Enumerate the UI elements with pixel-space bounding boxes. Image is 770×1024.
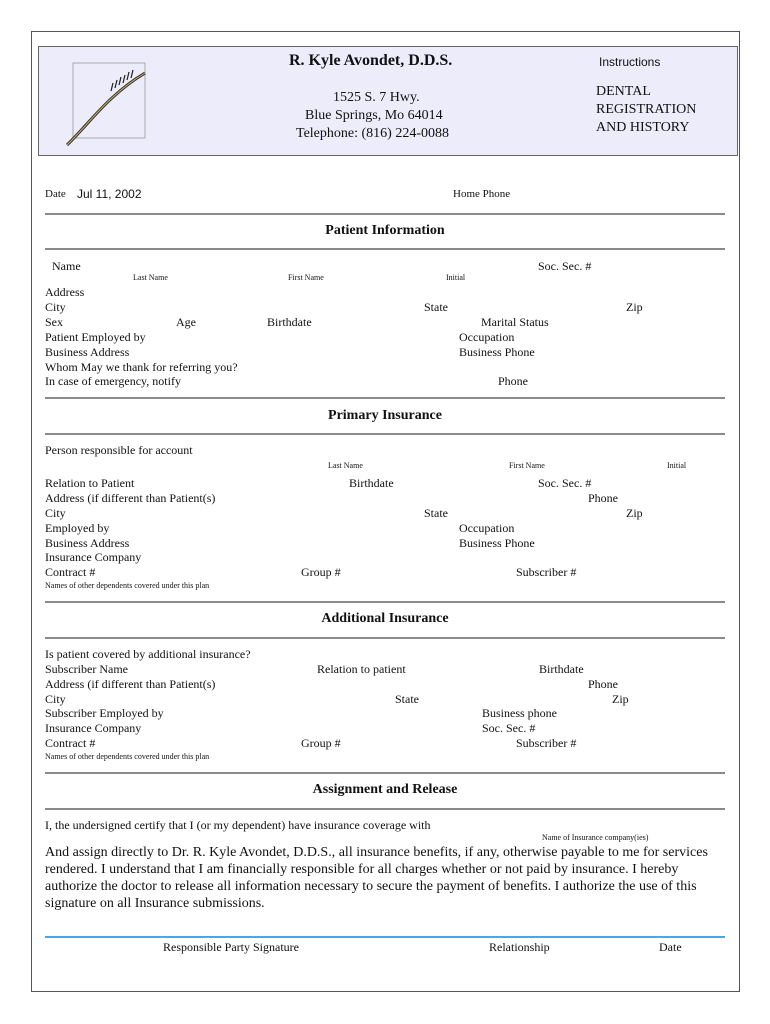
contract-label: Contract #	[45, 565, 96, 579]
referral-label: Whom May we thank for referring you?	[45, 360, 238, 374]
birthdate-label: Birthdate	[539, 662, 584, 676]
relation-label: Relation to Patient	[45, 476, 135, 490]
name-label: Name	[52, 259, 81, 273]
subscriber-label: Subscriber #	[516, 736, 577, 750]
zip-label: Zip	[626, 506, 643, 520]
dependents-label: Names of other dependents covered under this plan	[45, 752, 210, 761]
first-name-caption: First Name	[288, 273, 324, 282]
state-label: State	[395, 692, 419, 706]
certify-statement: I, the undersigned certify that I (or my dependent) have insurance coverage with	[45, 818, 431, 832]
group-label: Group #	[301, 565, 341, 579]
soc-sec-label: Soc. Sec. #	[538, 476, 592, 490]
form-title-line3: AND HISTORY	[596, 120, 690, 135]
initial-caption: Initial	[446, 273, 466, 282]
zip-label: Zip	[612, 692, 629, 706]
date-label: Date	[659, 940, 682, 954]
zip-label: Zip	[626, 300, 643, 314]
insurance-company-label: Insurance Company	[45, 550, 142, 564]
address-label: Address	[45, 285, 85, 299]
birthdate-label: Birthdate	[349, 476, 394, 490]
section-title-release: Assignment and Release	[312, 782, 458, 797]
first-name-caption: First Name	[509, 461, 545, 470]
divider	[45, 601, 725, 603]
emergency-contact-label: In case of emergency, notify	[45, 374, 181, 388]
form-title-line2: REGISTRATION	[596, 102, 697, 117]
occupation-label: Occupation	[459, 521, 515, 535]
clinic-telephone: Telephone: (816) 224-0088	[296, 126, 449, 141]
divider	[45, 772, 725, 774]
section-title-primary: Primary Insurance	[328, 408, 442, 423]
divider	[45, 213, 725, 215]
clinic-address-line1: 1525 S. 7 Hwy.	[333, 90, 420, 105]
toothbrush-logo	[63, 55, 153, 150]
letterhead	[38, 46, 738, 156]
business-phone-label: Business phone	[482, 706, 557, 720]
sex-label: Sex	[45, 315, 63, 329]
business-address-label: Business Address	[45, 536, 130, 550]
contract-label: Contract #	[45, 736, 96, 750]
birthdate-label: Birthdate	[267, 315, 312, 329]
divider	[45, 433, 725, 435]
state-label: State	[424, 300, 448, 314]
last-name-caption: Last Name	[328, 461, 363, 470]
home-phone-label: Home Phone	[453, 188, 511, 200]
initial-caption: Initial	[667, 461, 687, 470]
phone-label: Phone	[588, 491, 618, 505]
marital-status-label: Marital Status	[481, 315, 549, 329]
city-label: City	[45, 506, 66, 520]
signature-line[interactable]	[45, 936, 725, 938]
city-label: City	[45, 300, 66, 314]
business-address-label: Business Address	[45, 345, 130, 359]
group-label: Group #	[301, 736, 341, 750]
subscriber-employer-label: Subscriber Employed by	[45, 706, 164, 720]
additional-coverage-label: Is patient covered by additional insurance?	[45, 647, 251, 661]
address-label: Address (if different than Patient(s)	[45, 677, 216, 691]
section-title-additional: Additional Insurance	[321, 611, 449, 626]
doctor-name: R. Kyle Avondet, D.D.S.	[289, 52, 453, 69]
occupation-label: Occupation	[459, 330, 515, 344]
assignment-paragraph: And assign directly to Dr. R. Kyle Avondet, D.D.S., all insurance benefits, if any, otherwise payable to me for services rendered. I understand that I am financially responsible for all charges whether or not paid by insurance. I hereby authorize the doctor to release all information necessary to secure the payment of benefits. I authorize the use of this signature on all Insurance submissions.	[45, 845, 708, 911]
instructions-link[interactable]: Instructions	[599, 55, 661, 69]
state-label: State	[424, 506, 448, 520]
date-field[interactable]: Jul 11, 2002	[77, 187, 142, 201]
divider	[45, 248, 725, 250]
divider	[45, 397, 725, 399]
subscriber-label: Subscriber #	[516, 565, 577, 579]
signature-label: Responsible Party Signature	[163, 940, 299, 954]
form-title-line1: DENTAL	[596, 84, 651, 99]
employer-label: Employed by	[45, 521, 110, 535]
employer-label: Patient Employed by	[45, 330, 146, 344]
relationship-label: Relationship	[489, 940, 550, 954]
subscriber-name-label: Subscriber Name	[45, 662, 128, 676]
section-title-patient: Patient Information	[325, 223, 445, 238]
last-name-caption: Last Name	[133, 273, 168, 282]
divider	[45, 808, 725, 810]
business-phone-label: Business Phone	[459, 536, 535, 550]
emergency-phone-label: Phone	[498, 374, 528, 388]
business-phone-label: Business Phone	[459, 345, 535, 359]
clinic-address-line2: Blue Springs, Mo 64014	[305, 108, 443, 123]
relation-label: Relation to patient	[317, 662, 406, 676]
soc-sec-label: Soc. Sec. #	[538, 259, 592, 273]
insurance-company-caption: Name of Insurance company(ies)	[542, 833, 649, 842]
responsible-person-label: Person responsible for account	[45, 443, 193, 457]
address-label: Address (if different than Patient(s)	[45, 491, 216, 505]
city-label: City	[45, 692, 66, 706]
date-label: Date	[45, 188, 66, 200]
soc-sec-label: Soc. Sec. #	[482, 721, 536, 735]
dependents-label: Names of other dependents covered under this plan	[45, 581, 210, 590]
insurance-company-label: Insurance Company	[45, 721, 142, 735]
divider	[45, 637, 725, 639]
age-label: Age	[176, 315, 196, 329]
phone-label: Phone	[588, 677, 618, 691]
